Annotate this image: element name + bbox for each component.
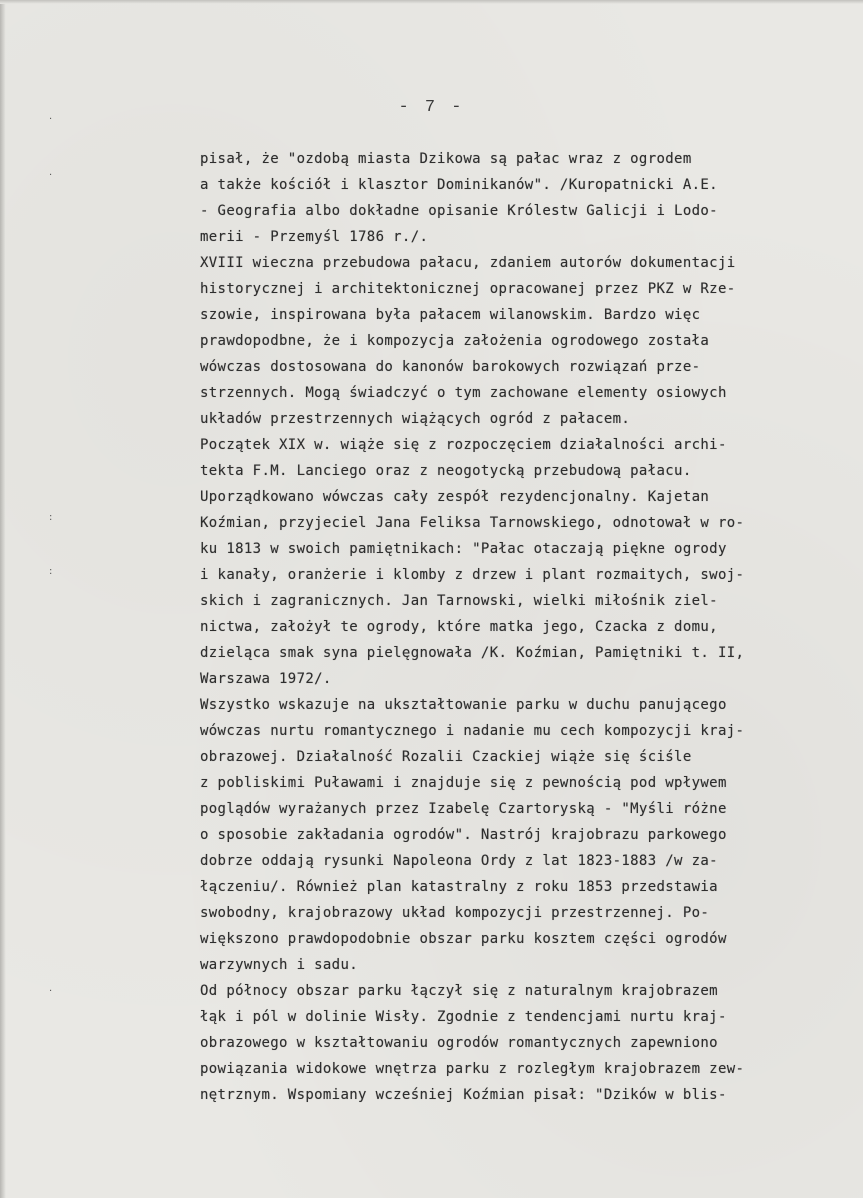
text-line: powiązania widokowe wnętrza parku z rozległym krajobrazem zew-	[200, 1061, 745, 1077]
text-line: historycznej i architektonicznej opracowanej przez PKZ w Rze-	[200, 281, 736, 297]
margin-dot: ·	[49, 170, 53, 181]
text-line: pisał, że "ozdobą miasta Dzikowa są pałac wraz z ogrodem	[200, 151, 692, 167]
margin-dot: :	[49, 566, 53, 577]
text-line: XVIII wieczna przebudowa pałacu, zdaniem autorów dokumentacji	[200, 255, 736, 271]
text-line: szowie, inspirowana była pałacem wilanowskim. Bardzo więc	[200, 307, 701, 323]
text-line: poglądów wyrażanych przez Izabelę Czartoryską - "Myśli różne	[200, 801, 727, 817]
text-line: Koźmian, przyjeciel Jana Feliksa Tarnowskiego, odnotował w ro-	[200, 515, 745, 531]
text-line: skich i zagranicznych. Jan Tarnowski, wielki miłośnik ziel-	[200, 593, 718, 609]
text-line: Warszawa 1972/.	[200, 671, 332, 687]
text-line: dzieląca smak syna pielęgnowała /K. Koźmian, Pamiętniki t. II,	[200, 645, 745, 661]
text-line: obrazowego w kształtowaniu ogrodów romantycznych zapewniono	[200, 1035, 718, 1051]
text-line: większono prawdopodobnie obszar parku kosztem części ogrodów	[200, 931, 727, 947]
page-left-edge	[0, 0, 6, 1198]
text-line: Wszystko wskazuje na ukształtowanie parku w duchu panującego	[200, 697, 727, 713]
text-line: a także kościół i klasztor Dominikanów". /Kuropatnicki A.E.	[200, 177, 718, 193]
text-line: ku 1813 w swoich pamiętnikach: "Pałac otaczają piękne ogrody	[200, 541, 727, 557]
margin-dot: ·	[49, 986, 53, 997]
text-line: - Geografia albo dokładne opisanie Królestw Galicji i Lodo-	[200, 203, 718, 219]
text-line: wówczas nurtu romantycznego i nadanie mu cech kompozycji kraj-	[200, 723, 745, 739]
text-line: Uporządkowano wówczas cały zespół rezydencjonalny. Kajetan	[200, 489, 710, 505]
page-number: - 7 -	[398, 98, 465, 117]
text-line: Od północy obszar parku łączył się z naturalnym krajobrazem	[200, 983, 718, 999]
text-line: Początek XIX w. wiąże się z rozpoczęciem działalności archi-	[200, 437, 727, 453]
text-line: układów przestrzennych wiążących ogród z pałacem.	[200, 411, 631, 427]
text-line: i kanały, oranżerie i klomby z drzew i plant rozmaitych, swoj-	[200, 567, 745, 583]
page-top-edge	[0, 0, 863, 4]
text-line: strzennych. Mogą świadczyć o tym zachowane elementy osiowych	[200, 385, 727, 401]
margin-dot: ·	[49, 114, 53, 125]
text-line: nętrznym. Wspomiany wcześniej Koźmian pisał: "Dzików w blis-	[200, 1087, 727, 1103]
text-line: wówczas dostosowana do kanonów barokowych rozwiązań prze-	[200, 359, 701, 375]
text-line: dobrze oddają rysunki Napoleona Ordy z lat 1823-1883 /w za-	[200, 853, 718, 869]
text-line: nictwa, założył te ogrody, które matka jego, Czacka z domu,	[200, 619, 718, 635]
typewritten-body-text	[200, 146, 850, 1108]
margin-dot: :	[49, 512, 53, 523]
text-line: warzywnych i sadu.	[200, 957, 359, 973]
text-line: tekta F.M. Lanciego oraz z neogotycką przebudową pałacu.	[200, 463, 692, 479]
text-line: swobodny, krajobrazowy układ kompozycji przestrzennej. Po-	[200, 905, 710, 921]
text-line: obrazowej. Działalność Rozalii Czackiej wiąże się ściśle	[200, 749, 692, 765]
text-line: łąk i pól w dolinie Wisły. Zgodnie z tendencjami nurtu kraj-	[200, 1009, 727, 1025]
text-line: prawdopodbne, że i kompozycja założenia ogrodowego została	[200, 333, 710, 349]
text-line: łączeniu/. Również plan katastralny z roku 1853 przedstawia	[200, 879, 718, 895]
text-line: z pobliskimi Puławami i znajduje się z pewnością pod wpływem	[200, 775, 727, 791]
text-line: merii - Przemyśl 1786 r./.	[200, 229, 429, 245]
text-line: o sposobie zakładania ogrodów". Nastrój krajobrazu parkowego	[200, 827, 727, 843]
